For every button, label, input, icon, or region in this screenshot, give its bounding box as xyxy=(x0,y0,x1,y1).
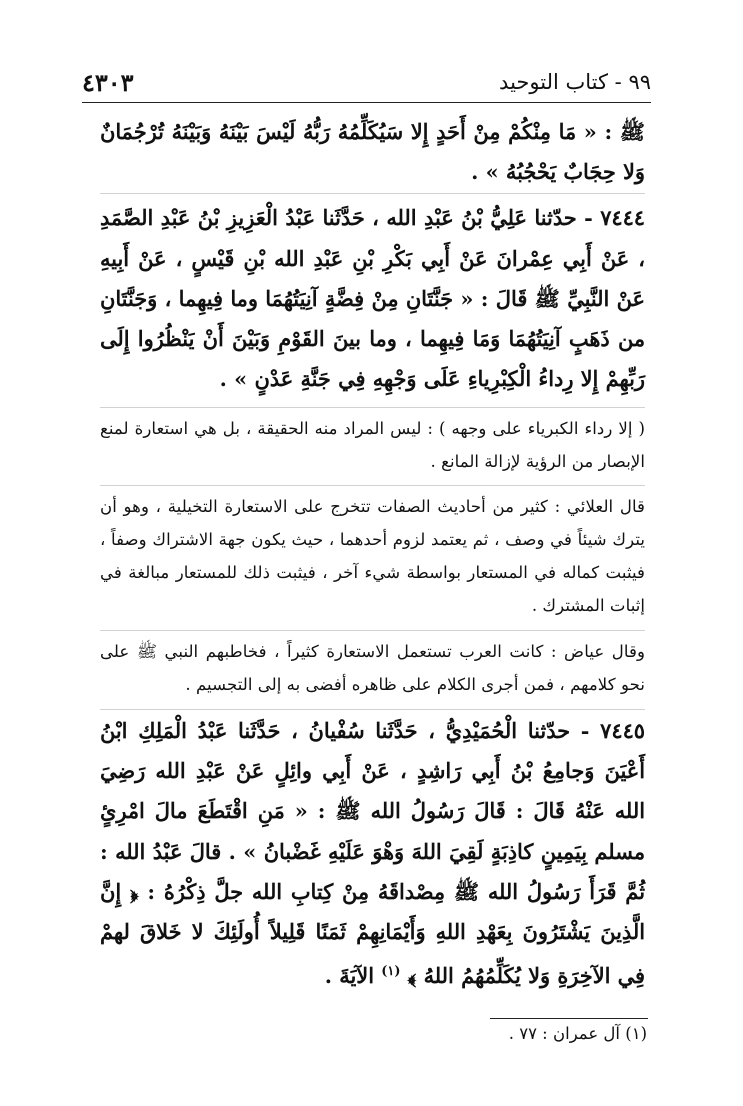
commentary-paragraph xyxy=(100,491,645,623)
footnote-rule xyxy=(490,1018,648,1019)
separator xyxy=(100,709,645,710)
quran-verse: ﴿ إِنَّ الَّذِينَ يَشْتَرُونَ بِعَهْدِ اللهِ وَأَيْمَانِهِمْ ثَمَنًا قَلِيلاً أُولَئِكَ لا خَلاقَ لهمْ فِي الآخِرَةِ وَلا يُكَلِّمُهُمُ اللهُ ﴾ xyxy=(100,878,645,989)
separator xyxy=(100,630,645,631)
hadith-number: ٧٤٤٥ - xyxy=(580,718,645,744)
commentary-text: ( إلا رداء الكبرياء على وجهه ) : ليس المراد منه الحقيقة ، بل هي استعارة لمنع الإبصار من الرؤية لإزالة المانع . xyxy=(100,418,645,471)
hadith-7444 xyxy=(100,198,645,399)
page-body xyxy=(100,112,645,997)
page-header xyxy=(82,62,651,102)
hadith-text: ﷺ : « مَا مِنْكُمْ مِنْ أَحَدٍ إِلا سَيُكَلِّمُهُ رَبُّهُ لَيْسَ بَيْنَهُ وَبَيْنَهُ تُرْجُمَانٌ وَلا حِجَابٌ يَحْجُبُهُ » . xyxy=(100,119,645,185)
footnote: (١) آل عمران : ٧٧ . xyxy=(508,1024,647,1043)
header-rule xyxy=(82,102,651,103)
footnote-marker[interactable]: (١) xyxy=(381,964,401,980)
hadith-number: ٧٤٤٤ - xyxy=(584,205,646,231)
hadith-continuation xyxy=(100,112,645,192)
separator xyxy=(100,407,645,408)
running-head: ٩٩ - كتاب التوحيد xyxy=(499,70,651,94)
commentary-paragraph xyxy=(100,413,645,479)
commentary-text: قال العلائي : كثير من أحاديث الصفات تتخرج على الاستعارة التخيلية ، وهو أن يترك شيئاً في وصف ، ثم يعتمد لزوم أحدهما ، حيث يكون جهة الاشتراك وصفاً ، فيثبت كماله في المستعار بواسطة شيء آخر ، فيثبت ذلك للمستعار مبالغة في إثبات المشترك . xyxy=(100,497,645,616)
separator xyxy=(100,193,645,194)
commentary-paragraph xyxy=(100,636,645,702)
separator xyxy=(100,485,645,486)
hadith-text: حدّثنا عَلِيُّ بْنُ عَبْدِ الله ، حَدَّثَنا عَبْدُ الْعَزِيزِ بْنُ عَبْدِ الصَّمَدِ ، عَنْ أَبِي عِمْرانَ عَنْ أَبِي بَكْرِ بْنِ عَبْدِ الله بْنِ قَيْسٍ ، عَنْ أَبِيهِ عَنْ النَّبِيِّ ﷺ قَالَ : « جَنَّتَانِ مِنْ فِضَّةٍ آنِيَتُهُمَا وما فِيهِما ، وَجَنَّتَانِ من ذَهَبٍ آنِيَتُهُمَا وَمَا فِيهِما ، وما بينَ القَوْمِ وَبَيْنَ أَنْ يَنْظُرُوا إِلَى رَبِّهِمْ إِلا رِداءُ الْكِبْرِياءِ عَلَى وَجْهِهِ فِي جَنَّةِ عَدْنٍ » . xyxy=(100,205,645,392)
hadith-7445 xyxy=(100,711,645,997)
hadith-tail: الآيَةَ . xyxy=(324,963,374,989)
page-number: ٤٣٠٣ xyxy=(82,67,134,97)
hadith-text: حدّثنا الْحُمَيْدِيُّ ، حَدَّثَنا سُفْيانُ ، حَدَّثَنا عَبْدُ الْمَلِكِ ابْنُ أَعْيَنَ وَجامِعُ بْنُ أَبِي رَاشِدٍ ، عَنْ أَبِي وائِلٍ عَنْ عَبْدِ الله رَضِيَ الله عَنْهُ قَالَ : قَالَ رَسُولُ الله ﷺ : « مَنِ اقْتَطَعَ مالَ امْرِئٍ مسلم بِيَمِينٍ كاذِبَةٍ لَقِيَ اللهَ وَهْوَ عَلَيْهِ غَضْبانُ » . قالَ عَبْدُ الله : ثُمَّ قَرَأَ رَسُولُ الله ﷺ مِصْداقَهُ مِنْ كِتابِ الله جلَّ ذِكْرُهُ : xyxy=(100,718,645,904)
commentary-text: وقال عياض : كانت العرب تستعمل الاستعارة كثيراً ، فخاطبهم النبي ﷺ على نحو كلامهم ، فمن أجرى الكلام على ظاهره أفضى به إلى التجسيم . xyxy=(100,642,645,695)
